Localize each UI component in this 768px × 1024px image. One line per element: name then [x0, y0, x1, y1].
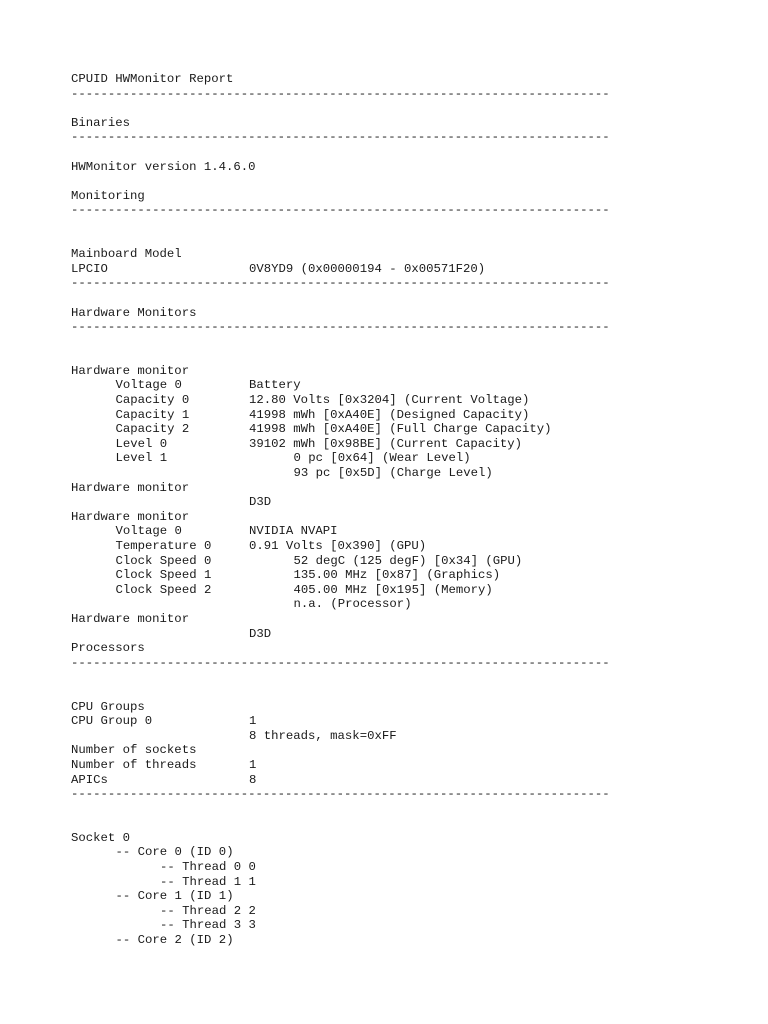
- cpu-group0-label: CPU Group 0: [71, 714, 153, 729]
- core-row: [71, 875, 751, 904]
- sensor-value: 0 pc [0x64] (Wear Level): [293, 451, 471, 466]
- core-row: [71, 831, 751, 860]
- core-label: -- Core 2 (ID 2): [115, 933, 234, 948]
- thread-label: -- Thread 2 2: [160, 903, 256, 918]
- section-heading-lpcio: LPCIO: [71, 261, 108, 276]
- sensor-label: Voltage 0: [115, 524, 182, 539]
- cpu-groups-label: CPU Groups: [71, 699, 145, 714]
- sockets-value: 1: [249, 757, 257, 772]
- thread-label: -- Thread 0 0: [160, 860, 256, 875]
- sensor-label: Capacity 1: [115, 407, 190, 422]
- cpu-group0-value: 8 threads, mask=0xFF: [249, 728, 397, 743]
- monitor-label: Hardware monitor: [71, 480, 190, 495]
- cpu-group0-row: [71, 700, 751, 743]
- thread-label: -- Thread 1 1: [160, 874, 256, 889]
- section-heading-hardware-monitors: Hardware Monitors: [71, 305, 197, 320]
- threads-label: Number of threads: [71, 757, 197, 772]
- sensor-value: n.a. (Processor): [293, 597, 412, 612]
- section-heading-apics: APICs: [71, 772, 108, 787]
- hardware-monitor-row: [71, 466, 751, 510]
- sensor-value: 12.80 Volts [0x3204] (Current Voltage): [249, 393, 530, 408]
- thread-row: [71, 860, 751, 889]
- report-title: CPUID HWMonitor Report: [71, 72, 234, 86]
- thread-row: [71, 904, 751, 933]
- separator-rule: -------------------------------------------------------------------------: [71, 655, 610, 670]
- sensor-value: 405.00 MHz [0x195] (Memory): [293, 582, 493, 597]
- sensor-label: Capacity 2: [115, 422, 190, 437]
- monitor-name: NVIDIA NVAPI: [249, 524, 338, 539]
- separator-rule: -------------------------------------------------------------------------: [71, 276, 610, 291]
- threads-value: 8: [249, 772, 257, 787]
- mainboard-value: 0V8YD9 (0x00000194 - 0x00571F20): [249, 261, 486, 276]
- sensor-label: Temperature 0: [115, 539, 212, 553]
- sensor-value: 135.00 MHz [0x87] (Graphics): [293, 568, 501, 583]
- version-line: HWMonitor version 1.4.6.0: [71, 159, 256, 174]
- mainboard-label: Mainboard Model: [71, 247, 182, 262]
- thread-label: -- Thread 3 3: [160, 918, 256, 933]
- core-label: -- Core 0 (ID 0): [115, 845, 234, 860]
- monitor-name: Battery: [249, 378, 301, 393]
- monitor-name: D3D: [249, 495, 272, 510]
- monitor-name: D3D: [249, 626, 272, 641]
- sensor-value: 52 degC (125 degF) [0x34] (GPU): [293, 553, 523, 568]
- sensor-label: Clock Speed 2: [115, 582, 212, 597]
- hwmonitor-report: [71, 72, 751, 948]
- separator-rule: -------------------------------------------------------------------------: [71, 203, 610, 218]
- sensor-label: Level 0: [115, 436, 168, 451]
- sensor-label: Clock Speed 0: [115, 553, 212, 568]
- socket-label: Socket 0: [71, 830, 131, 845]
- sensor-value: 39102 mWh [0x98BE] (Current Capacity): [249, 436, 523, 451]
- sensor-label: Level 1: [115, 451, 168, 466]
- separator-rule: -------------------------------------------------------------------------: [71, 787, 610, 802]
- separator-rule: -------------------------------------------------------------------------: [71, 130, 610, 145]
- thread-row: [71, 845, 751, 875]
- section-heading-binaries: Binaries: [71, 115, 131, 130]
- section-heading-processors: Processors: [71, 641, 145, 656]
- sensor-label: Clock Speed 1: [115, 568, 212, 583]
- monitor-label: Hardware monitor: [71, 611, 190, 626]
- separator-rule: -------------------------------------------------------------------------: [71, 86, 610, 101]
- socket-row: [71, 816, 751, 845]
- sensor-label: Voltage 0: [115, 378, 182, 393]
- core-label: -- Core 1 (ID 1): [115, 889, 234, 904]
- sensor-value: 93 pc [0x5D] (Charge Level): [293, 466, 493, 481]
- section-heading-monitoring: Monitoring: [71, 188, 145, 203]
- sockets-label: Number of sockets: [71, 743, 197, 758]
- core-row: [71, 918, 751, 948]
- thread-row: [71, 889, 751, 918]
- monitor-label: Hardware monitor: [71, 363, 190, 378]
- sensor-label: Capacity 0: [115, 393, 190, 408]
- monitor-label: Hardware monitor: [71, 509, 190, 524]
- sensor-value: 41998 mWh [0xA40E] (Full Charge Capacity): [249, 422, 552, 437]
- sensor-value: 41998 mWh [0xA40E] (Designed Capacity): [249, 407, 530, 422]
- cpu-groups-value: 1: [249, 714, 257, 729]
- sensor-value: 0.91 Volts [0x390] (GPU): [249, 539, 427, 553]
- hardware-monitor-row: [71, 597, 751, 641]
- separator-rule: -------------------------------------------------------------------------: [71, 320, 610, 335]
